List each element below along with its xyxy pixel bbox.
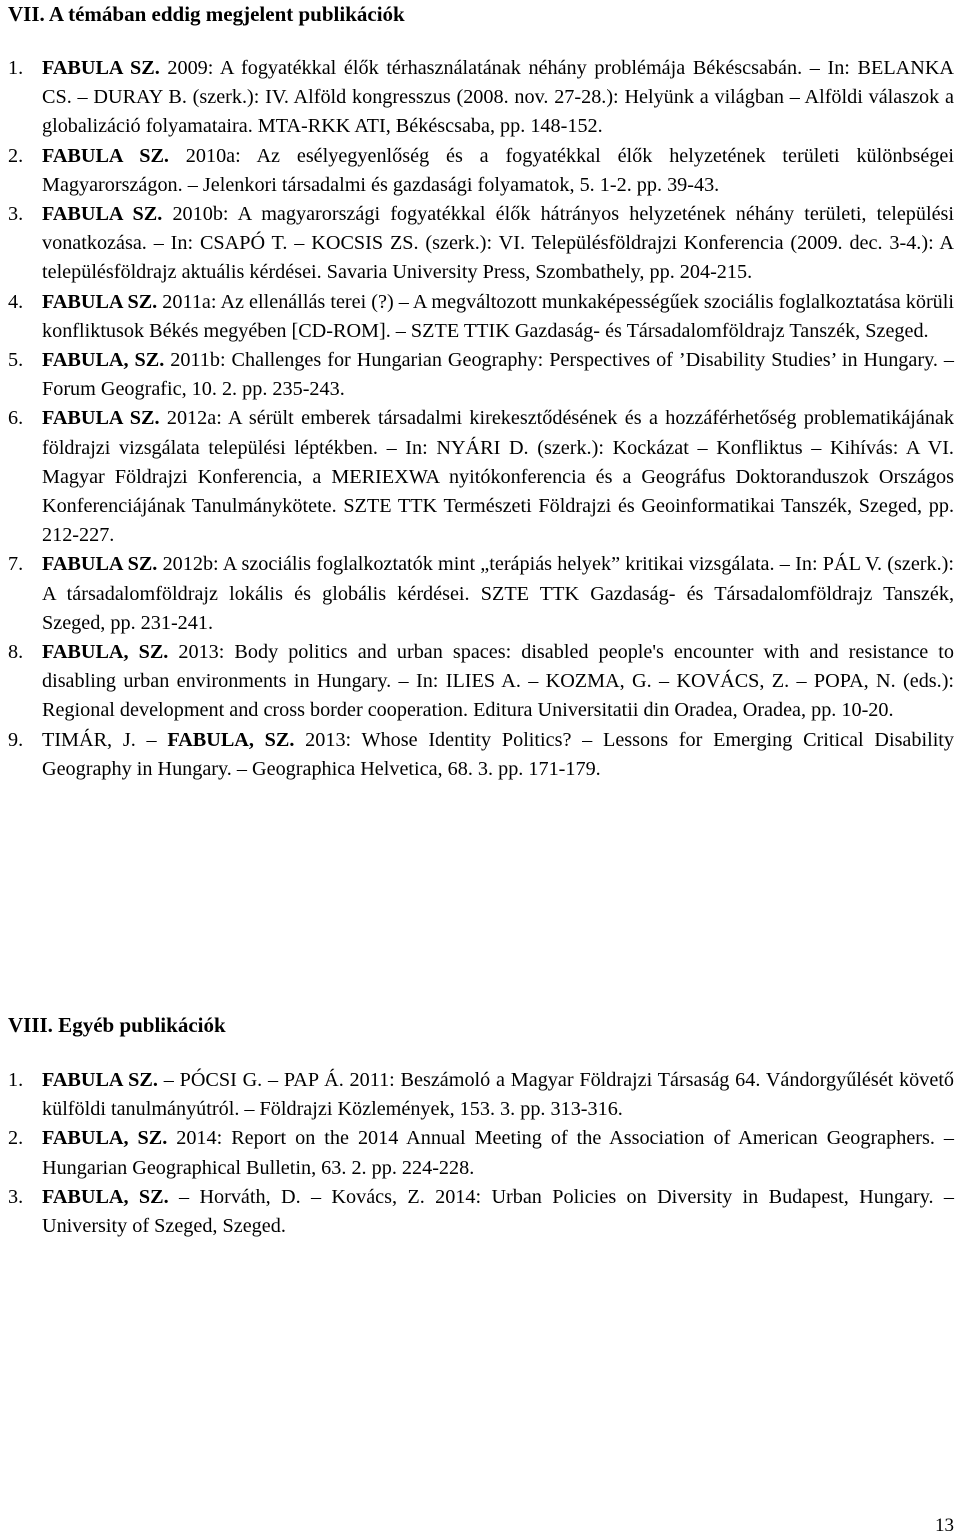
list-item: 5. FABULA, SZ. 2011b: Challenges for Hungarian Geography: Perspectives of ’Disability Studies’ in Hungary. – Forum Geografic, 10. 2. pp. 235-243.	[0, 346, 960, 404]
editor-name: POPA, N.	[813, 670, 896, 693]
author-name: FABULA SZ.	[42, 203, 163, 226]
item-number: 5.	[8, 349, 24, 372]
item-number: 2.	[8, 1127, 24, 1150]
list-item: 3. FABULA SZ. 2010b: A magyarországi fogyatékkal élők hátrányos helyzetének néhány területi, települési vonatkozása. – In: CSAPÓ T. – KOCSIS ZS. (szerk.): VI. Településföldrajzi Konferencia (2009. dec. 3-4.): A településföldrajz aktuális kérdései. Savaria University Press, Szombathely, pp. 204-215.	[0, 200, 960, 288]
list-item: 4. FABULA SZ. 2011a: Az ellenállás terei (?) – A megváltozott munkaképességűek szociális foglalkoztatása körüli konfliktusok Békés megyében [CD-ROM]. – SZTE TTIK Gazdaság- és Társadalomföldrajz Tanszék, Szeged.	[0, 288, 960, 346]
page-number: 13	[935, 1515, 954, 1536]
editor-name: NYÁRI D.	[436, 436, 529, 459]
author-name: FABULA SZ.	[42, 57, 160, 79]
author-name: PAP Á.	[283, 1069, 344, 1091]
editor-name: DURAY B.	[93, 86, 187, 109]
author-name: TIMÁR, J.	[42, 728, 136, 751]
author-name: FABULA, SZ.	[42, 1127, 168, 1150]
editor-name: PÁL V.	[822, 553, 883, 576]
list-item: 3. FABULA, SZ. – Horváth, D. – Kovács, Z. 2014: Urban Policies on Diversity in Budapest, Hungary. – University of Szeged, Szeged.	[0, 1183, 960, 1241]
author-name: FABULA, SZ.	[167, 728, 295, 751]
editor-name: BELANKA CS.	[42, 57, 954, 109]
list-item: 8. FABULA, SZ. 2013: Body politics and urban spaces: disabled people's encounter with and resistance to disabling urban environments in Hungary. – In: ILIES A. – KOZMA, G. – KOVÁCS, Z. – POPA, N. (eds.): Regional development and cross border cooperation. Editura Universitatii din Oradea, Oradea, pp. 10-20.	[0, 638, 960, 726]
item-number: 4.	[8, 290, 24, 313]
author-name: FABULA, SZ.	[42, 349, 165, 372]
list-item: 2. FABULA, SZ. 2014: Report on the 2014 Annual Meeting of the Association of American Geographers. – Hungarian Geographical Bulletin, 63. 2. pp. 224-228.	[0, 1124, 960, 1182]
editor-name: KOCSIS ZS.	[311, 232, 419, 255]
item-number: 1.	[8, 1069, 24, 1091]
publication-list-other	[0, 1066, 960, 1241]
item-number: 6.	[8, 407, 24, 430]
item-number: 3.	[8, 1185, 24, 1208]
item-number: 3.	[8, 203, 24, 226]
list-item: 2. FABULA SZ. 2010a: Az esélyegyenlőség és a fogyatékkal élők helyzetének területi különbségei Magyarországon. – Jelenkori társadalmi és gazdasági folyamatok, 5. 1-2. pp. 39-43.	[0, 142, 960, 200]
item-number: 9.	[8, 728, 24, 751]
editor-name: ILIES A.	[445, 670, 521, 693]
list-item: 1. FABULA SZ. 2009: A fogyatékkal élők térhasználatának néhány problémája Békéscsabán. – In: BELANKA CS. – DURAY B. (szerk.): IV. Alföld kongresszus (2008. nov. 27-28.): Helyünk a világban – Alföldi válaszok a globalizáció folyamataira. MTA-RKK ATI, Békéscsaba, pp. 148-152.	[0, 54, 960, 142]
author-name: FABULA SZ.	[42, 290, 158, 313]
author-name: FABULA SZ.	[42, 1069, 158, 1091]
author-name: FABULA SZ.	[42, 407, 160, 430]
editor-name: CSAPÓ T.	[199, 232, 288, 255]
author-name: FABULA, SZ.	[42, 1185, 169, 1208]
list-item: 9. TIMÁR, J. – FABULA, SZ. 2013: Whose Identity Politics? – Lessons for Emerging Critical Disability Geography in Hungary. – Geographica Helvetica, 68. 3. pp. 171-179.	[0, 726, 960, 784]
author-name: PÓCSI G.	[179, 1069, 263, 1091]
item-number: 1.	[8, 57, 24, 79]
author-name: FABULA SZ.	[42, 553, 158, 576]
list-item: 1. FABULA SZ. – PÓCSI G. – PAP Á. 2011: Beszámoló a Magyar Földrajzi Társaság 64. Vándorgyűlését követő külföldi tanulmányútról. – Földrajzi Közlemények, 153. 3. pp. 313-316.	[0, 1066, 960, 1124]
list-item: 7. FABULA SZ. 2012b: A szociális foglalkoztatók mint „terápiás helyek” kritikai vizsgálata. – In: PÁL V. (szerk.): A társadalomföldrajz lokális és globális kérdései. SZTE TTK Gazdaság- és Társadalomföldrajz Tanszék, Szeged, pp. 231-241.	[0, 550, 960, 638]
section-title-other: VIII. Egyéb publikációk	[8, 1013, 226, 1037]
editor-name: KOZMA, G.	[545, 670, 652, 693]
author-name: FABULA, SZ.	[42, 641, 169, 664]
list-item: 6. FABULA SZ. 2012a: A sérült emberek társadalmi kirekesztődésének és a hozzáférhetőség problematikájának földrajzi vizsgálata települési léptékben. – In: NYÁRI D. (szerk.): Kockázat – Konfliktus – Kihívás: A VI. Magyar Földrajzi Konferencia, a MERIEXWA nyitókonferencia és a Geográfus Doktoranduszok Országos Konferenciájának Tanulmánykötete. SZTE TTK Természeti Földrajzi és Geoinformatikai Tanszék, Szeged, pp. 212-227.	[0, 404, 960, 550]
editor-name: KOVÁCS, Z.	[676, 670, 790, 693]
section-title-published: VII. A témában eddig megjelent publikációk	[8, 2, 405, 26]
item-number: 7.	[8, 553, 24, 576]
item-number: 8.	[8, 641, 24, 664]
item-number: 2.	[8, 144, 24, 167]
author-name: FABULA SZ.	[42, 144, 169, 167]
publication-list-published	[0, 54, 960, 784]
